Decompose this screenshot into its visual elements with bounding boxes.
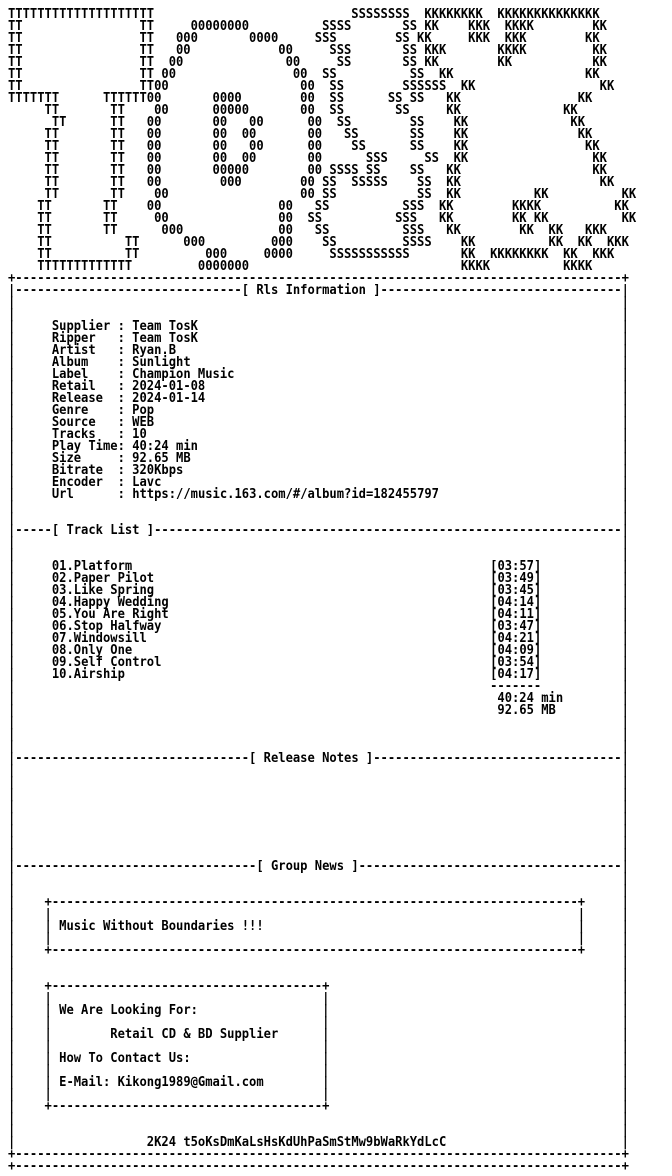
logo-line: TT TT 000 000 SS SSSS KK KK KK KKK [8, 235, 629, 250]
info-key: Release [51, 391, 103, 406]
release-tag-line: 2K24 t5oKsDmKaLsHsKdUhPaSmStMw9bWaRkYdLcC [146, 1135, 447, 1150]
track-number: 08 [51, 643, 67, 658]
track-title: Only One [73, 643, 133, 658]
contact-label: How To Contact Us: [59, 1051, 191, 1066]
logo-line: TT TT00 00 SS SSSSSS KK KK [8, 79, 615, 94]
info-key: Source [51, 415, 96, 430]
total-separator: ------- [490, 679, 542, 694]
track-number: 03 [51, 583, 67, 598]
logo-line: TT TT 000 00 SS SSS KK KK KK KKK [8, 223, 607, 238]
track-duration: [04:17] [490, 667, 542, 682]
info-key: Ripper [51, 331, 96, 346]
track-duration: [04:11] [490, 607, 542, 622]
logo-line: TT TT 00 00000 00 SS SS KK KK [8, 103, 578, 118]
info-key: Supplier [51, 319, 111, 334]
group-news-heading: [ Group News ] [256, 859, 359, 874]
release-notes-heading: [ Release Notes ] [249, 751, 374, 766]
track-number: 06 [51, 619, 67, 634]
info-key: Size [51, 451, 82, 466]
track-title: Airship [73, 667, 125, 682]
info-value: Ryan.B [132, 343, 177, 358]
logo-line: TT TT 00 00 00 00 SS SS KK KK [8, 139, 600, 154]
logo-line: TT TT 00 00 SS SS KK KK KK [8, 55, 607, 70]
logo-line: TT TT 00 00 SS SS KK KK KK [8, 187, 637, 202]
track-title: Windowsill [73, 631, 147, 646]
track-duration: [04:09] [490, 643, 542, 658]
logo-line: TT TT 000 0000 SSSSSSSSSSS KK KKKKKKKK KK KKK [8, 247, 615, 262]
track-number: 10 [51, 667, 67, 682]
track-title: Happy Wedding [73, 595, 169, 610]
info-key: Album [51, 355, 89, 370]
track-duration: [03:45] [490, 583, 542, 598]
track-number: 02 [51, 571, 67, 586]
info-key: Url [51, 487, 74, 502]
group-motto: Music Without Boundaries !!! [59, 919, 264, 934]
track-number: 01 [51, 559, 67, 574]
logo-line: TT TT 00 000 00 SS SSSSS SS KK KK [8, 175, 615, 190]
track-list-heading: [ Track List ] [51, 523, 155, 538]
total-play-time: 40:24 min [497, 691, 564, 706]
track-duration: [03:47] [490, 619, 542, 634]
total-size: 92.65 MB [497, 703, 556, 718]
track-title: Paper Pilot [73, 571, 155, 586]
info-value: Lavc [132, 475, 162, 490]
info-value: https://music.163.com/#/album?id=182455797 [132, 487, 439, 502]
track-duration: [03:57] [490, 559, 542, 574]
logo-line: TT TT 00 00 SS SSS KK KKKK KK [8, 199, 629, 214]
nfo-document: TTTTTTTTTTTTTTTTTTTT SSSSSSSS KKKKKKKK KKKKKKKKKKKKKK TT TT 00000000 SSSS SS KK KKK KKKK KK TT TT 000 0000 SSS SS KK KKK KKK KK TT TT 00 00 SSS SS KKK KKKK KK TT TT 00 00 SS SS KK KK KK TT TT 00 00 SS SS KK KK TT TT00 00 SS SSSSSS KK KK TTTTTTT TTTTTT00 0000 00 SS SS SS KK KK TT TT 00 00000 00 SS SS KK KK TT TT 00 00 00 00 SS SS KK KK TT TT 00 00 00 00 SS SS KK KK TT TT 00 00 00 00 SS SS KK KK TT TT 00 00 00 00 SSS SS KK KK TT TT 00 00000 00 SSSS SS SS KK KK TT TT 00 000 00 SS SSSSS SS KK KK TT TT 00 00 SS SS KK KK KK TT TT 00 00 SS SSS KK KKKK KK TT TT 00 00 SS SSS KK KK KK KK TT TT 000 00 SS SSS KK KK KK KKK TT TT 000 000 SS SSSS KK KK KK KKK TT TT 000 0000 SSSSSSSSSSS KK KKKKKKKK KK KKK TTTTTTTTTTTTT 0000000 KKKK KKKK +-----------------------------------------------------------------------------------+ |-------------------------------[ Rls Information ]---------------------------------| | | | | | Supplier : Team TosK | | Ripper : Team TosK | | Artist : Ryan.B | | Album : Sunlight | | Label : Champion Music | | Retail : 2024-01-08 | | Release : 2024-01-14 | | Genre : Pop | | Source : WEB | | Tracks : 10 | | Play Time: 40:24 min | | Size : 92.65 MB | | Bitrate : 320Kbps | | Encoder : Lavc | | Url : https://music.163.com/#/album?id=182455797 | | | | | |-----[ Track List ]----------------------------------------------------------------| | | | | | 01.Platform [03:57] | | 02.Paper Pilot [03:49] | | 03.Like Spring [03:45] | | 04.Happy Wedding [04:14] | | 05.You Are Right [04:11] | | 06.Stop Halfway [03:47] | | 07.Windowsill [04:21] | | 08.Only One [04:09] | | 09.Self Control [03:54] | | 10.Airship [04:17] | | ------- | | 40:24 min | | 92.65 MB | | | | | | | |--------------------------------[ Release Notes ]----------------------------------| | | | | | | | | | | | | | | | | |---------------------------------[ Group News ]------------------------------------| | | | | | +------------------------------------------------------------------------+ | | | | | | | Music Without Boundaries !!! | | | | | | | +------------------------------------------------------------------------+ | | | | | | +-------------------------------------+ | | | | | | | We Are Looking For: | | | | | | | | Retail CD & BD Supplier | | | | | | | | How To Contact Us: | | | | | | | | E-Mail: Kikong1989@Gmail.com | | | | | | | +-------------------------------------+ | | | | | | 2K24 t5oKsDmKaLsHsKdUhPaSmStMw9bWaRkYdLcC | +-----------------------------------------------------------------------------------+ +-----------------------------------------------------------------------------------+ [8, 7, 637, 1174]
logo-line: TT TT 00000000 SSSS SS KK KKK KKKK KK [8, 19, 607, 34]
logo-line: TT TT 00 00000 00 SSSS SS SS KK KK [8, 163, 607, 178]
rls-information-heading: [ Rls Information ] [241, 283, 381, 298]
info-value: 320Kbps [132, 463, 184, 478]
looking-for-item: Retail CD & BD Supplier [110, 1027, 279, 1042]
track-title: Like Spring [73, 583, 155, 598]
info-value: Champion Music [132, 367, 235, 382]
info-key: Bitrate [51, 463, 103, 478]
track-title: Stop Halfway [73, 619, 162, 634]
info-value: Sunlight [132, 355, 191, 370]
info-key: Artist [51, 343, 96, 358]
track-number: 04 [51, 595, 67, 610]
track-number: 05 [51, 607, 67, 622]
track-duration: [03:49] [490, 571, 542, 586]
track-duration: [04:14] [490, 595, 542, 610]
track-number: 07 [51, 631, 67, 646]
info-key: Retail [51, 379, 96, 394]
info-value: 92.65 MB [132, 451, 191, 466]
logo-line: TT TT 00 00 SS SSS KK KK KK KK [8, 211, 637, 226]
logo-line: TTTTTTT TTTTTT00 0000 00 SS SS SS KK KK [8, 91, 593, 106]
track-title: Platform [73, 559, 133, 574]
track-duration: [04:21] [490, 631, 542, 646]
info-key: Tracks [51, 427, 96, 442]
info-value: 2024-01-08 [132, 379, 206, 394]
contact-email: E-Mail: Kikong1989@Gmail.com [59, 1075, 264, 1090]
info-key: Label [51, 367, 89, 382]
logo-line: TT TT 00 00 00 00 SSS SS KK KK [8, 151, 607, 166]
info-value: WEB [132, 415, 155, 430]
info-value: Team TosK [132, 319, 198, 334]
info-key: Genre [51, 403, 89, 418]
tosk-ascii-logo [8, 7, 636, 274]
track-number: 09 [51, 655, 67, 670]
info-value: 2024-01-14 [132, 391, 206, 406]
looking-for-label: We Are Looking For: [59, 1003, 198, 1018]
track-title: You Are Right [73, 607, 169, 622]
logo-line: TT TT 00 00 00 00 SS SS KK KK [8, 115, 586, 130]
logo-line: TTTTTTTTTTTTTTTTTTTT SSSSSSSS KKKKKKKK KKKKKKKKKKKKKK [8, 7, 600, 22]
info-value: Team TosK [132, 331, 198, 346]
info-key: Encoder [51, 475, 103, 490]
logo-line: TT TT 00 00 SSS SS KKK KKKK KK [8, 43, 607, 58]
logo-line: TT TT 000 0000 SSS SS KK KKK KKK KK [8, 31, 600, 46]
info-value: Pop [132, 403, 155, 418]
logo-line: TT TT 00 00 00 00 SS SS KK KK [8, 127, 593, 142]
logo-line: TTTTTTTTTTTTT 0000000 KKKK KKKK [8, 259, 593, 274]
info-value: 40:24 min [132, 439, 198, 454]
info-value: 10 [132, 427, 147, 442]
logo-line: TT TT 00 00 SS SS KK KK [8, 67, 600, 82]
track-duration: [03:54] [490, 655, 542, 670]
info-key: Play Time [51, 439, 118, 454]
track-title: Self Control [73, 655, 162, 670]
